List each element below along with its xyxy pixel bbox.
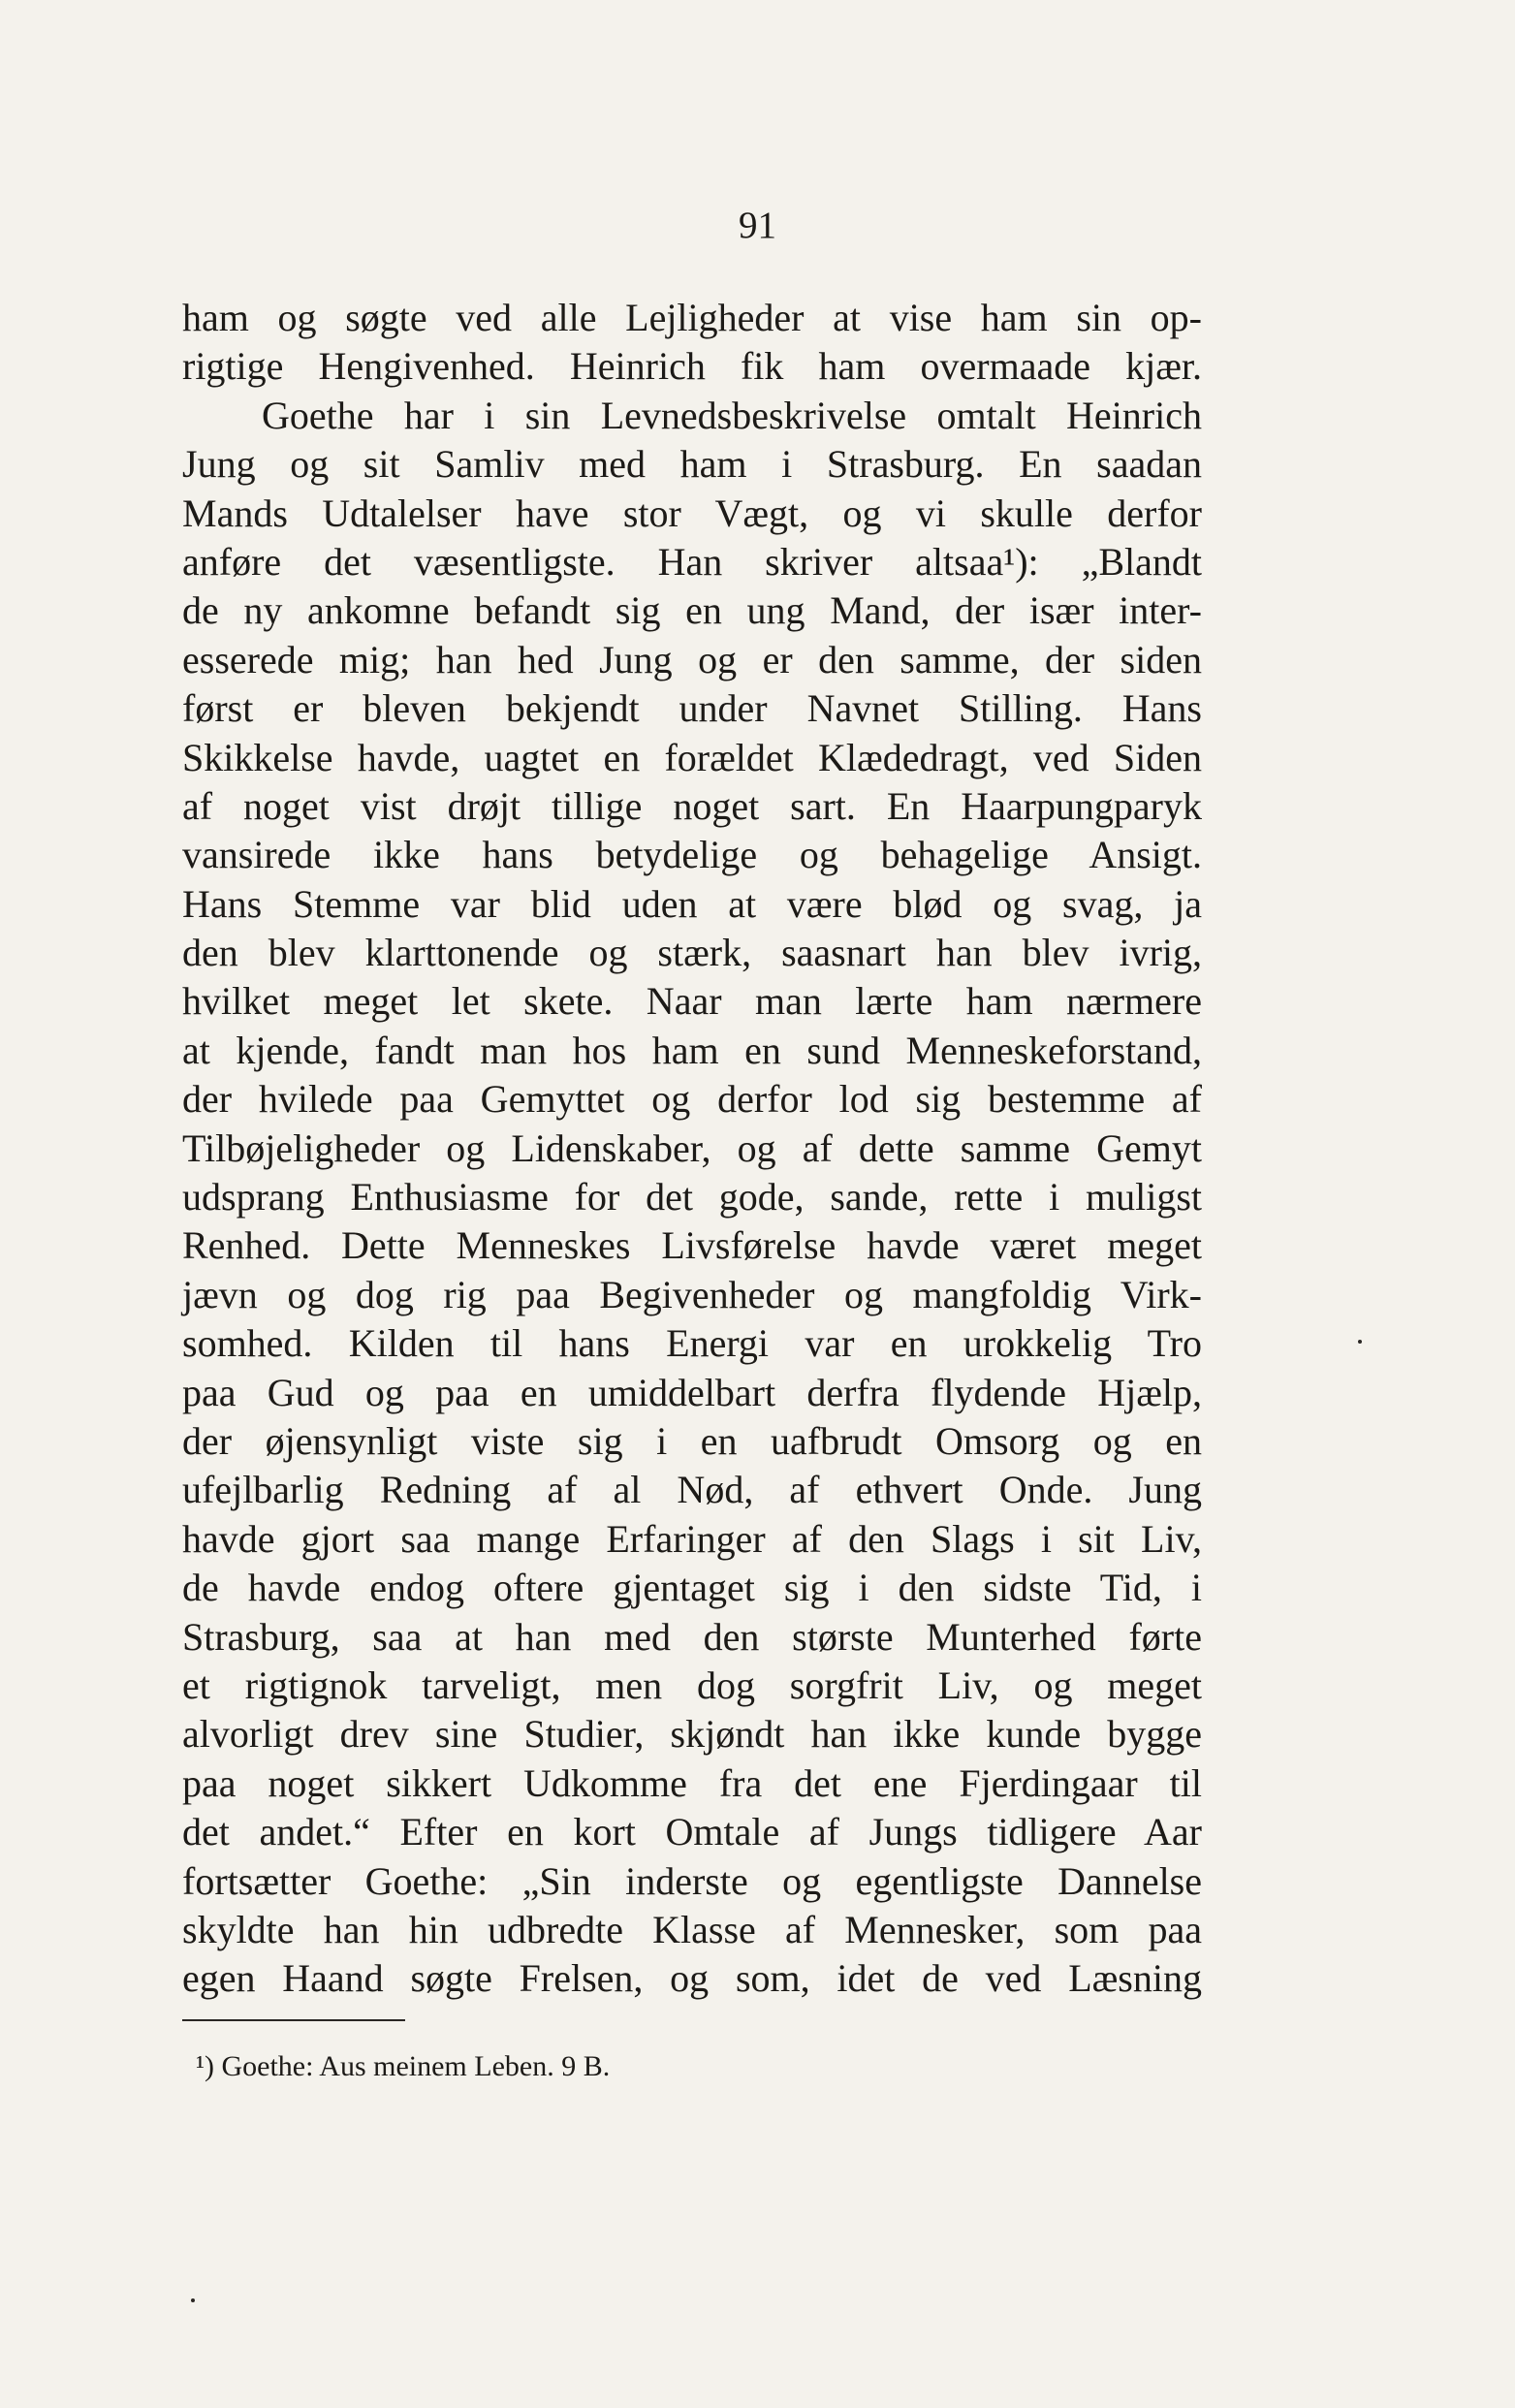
text-line: den blev klarttonende og stærk, saasnart han blev ivrig,: [182, 931, 1202, 975]
text-line: af noget vist drøjt tillige noget sart. En Haarpungparyk: [182, 783, 1202, 828]
body-text: [182, 294, 1202, 2004]
text-line: anføre det væsentligste. Han skriver altsaa¹): „Blandt: [182, 539, 1202, 584]
text-line: Mands Udtalelser have stor Vægt, og vi skulle derfor: [182, 491, 1202, 535]
paper-speck: [191, 2298, 195, 2302]
text-line: hvilket meget let skete. Naar man lærte ham nærmere: [182, 979, 1202, 1024]
text-line: rigtige Hengivenhed. Heinrich fik ham overmaade kjær.: [182, 344, 1202, 389]
footnote: ¹) Goethe: Aus meinem Leben. 9 B.: [196, 2050, 611, 2082]
text-line: det andet.“ Efter en kort Omtale af Jungs tidligere Aar: [182, 1810, 1202, 1854]
text-line: først er bleven bekjendt under Navnet Stilling. Hans: [182, 686, 1202, 731]
text-line: somhed. Kilden til hans Energi var en urokkelig Tro: [182, 1321, 1202, 1366]
text-line: fortsætter Goethe: „Sin inderste og egentligste Dannelse: [182, 1858, 1202, 1903]
text-line: alvorligt drev sine Studier, skjøndt han ikke kunde bygge: [182, 1712, 1202, 1757]
text-line: ufejlbarlig Redning af al Nød, af ethvert Onde. Jung: [182, 1468, 1202, 1512]
text-line: Tilbøjeligheder og Lidenskaber, og af dette samme Gemyt: [182, 1125, 1202, 1170]
text-line: egen Haand søgte Frelsen, og som, idet de ved Læsning: [182, 1956, 1202, 2001]
text-line: der øjensynligt viste sig i en uafbrudt Omsorg og en: [182, 1418, 1202, 1463]
paper-speck: [1358, 1340, 1362, 1344]
text-line: Skikkelse havde, uagtet en forældet Klædedragt, ved Siden: [182, 735, 1202, 779]
text-line: Hans Stemme var blid uden at være blød og svag, ja: [182, 881, 1202, 926]
text-line: paa Gud og paa en umiddelbart derfra flydende Hjælp,: [182, 1370, 1202, 1414]
text-line: Goethe har i sin Levnedsbeskrivelse omtalt Heinrich: [262, 393, 1202, 437]
text-line: Renhed. Dette Menneskes Livsførelse havde været meget: [182, 1223, 1202, 1268]
text-line: jævn og dog rig paa Begivenheder og mangfoldig Virk-: [182, 1272, 1202, 1316]
text-line: Jung og sit Samliv med ham i Strasburg. En saadan: [182, 442, 1202, 487]
text-line: der hvilede paa Gemyttet og derfor lod sig bestemme af: [182, 1077, 1202, 1122]
text-line: Strasburg, saa at han med den største Munterhed førte: [182, 1614, 1202, 1659]
text-line: havde gjort saa mange Erfaringer af den Slags i sit Liv,: [182, 1516, 1202, 1561]
text-line: ham og søgte ved alle Lejligheder at vise ham sin op-: [182, 296, 1202, 339]
text-line: esserede mig; han hed Jung og er den samme, der siden: [182, 637, 1202, 681]
text-line: udsprang Enthusiasme for det gode, sande, rette i muligst: [182, 1175, 1202, 1220]
page-number: 91: [739, 205, 776, 246]
text-line: de ny ankomne befandt sig en ung Mand, der især inter-: [182, 588, 1202, 633]
text-line: paa noget sikkert Udkomme fra det ene Fjerdingaar til: [182, 1760, 1202, 1805]
text-line: de havde endog oftere gjentaget sig i den sidste Tid, i: [182, 1566, 1202, 1610]
text-line: skyldte han hin udbredte Klasse af Mennesker, som paa: [182, 1907, 1202, 1951]
text-line: et rigtignok tarveligt, men dog sorgfrit Liv, og meget: [182, 1663, 1202, 1707]
footnote-divider: [182, 2019, 405, 2021]
text-line: at kjende, fandt man hos ham en sund Menneskeforstand,: [182, 1028, 1202, 1072]
text-line: vansirede ikke hans betydelige og behagelige Ansigt.: [182, 833, 1202, 877]
